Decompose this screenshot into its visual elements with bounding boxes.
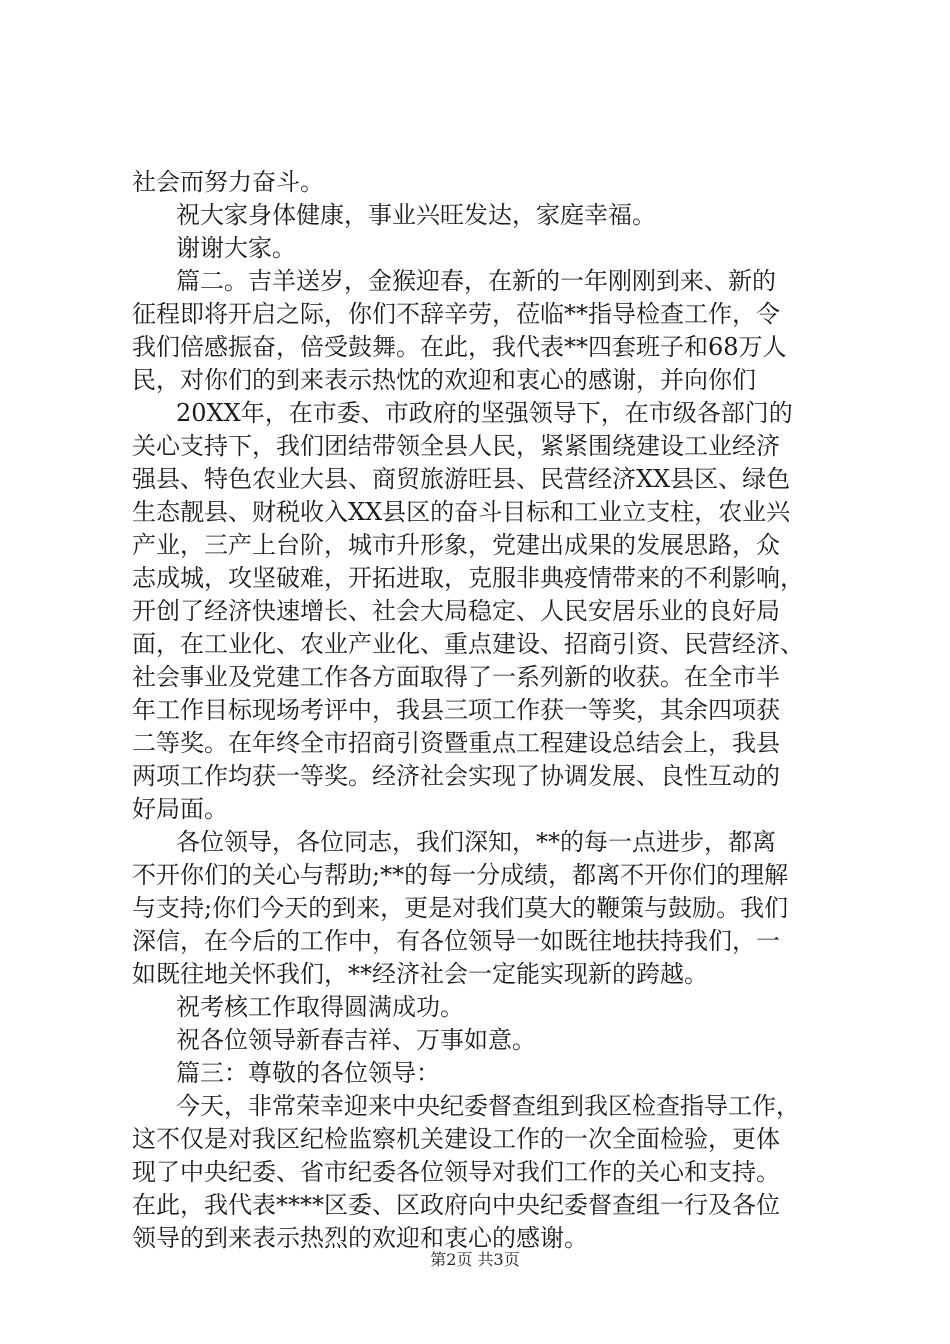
text-line: 产业，三产上台阶，城市升形象，党建出成果的发展思路，众 — [132, 531, 780, 559]
text-line: 现了中央纪委、省市纪委各位领导对我们工作的关心和支持。 — [132, 1158, 780, 1186]
text-line: 深信，在今后的工作中，有各位领导一如既往地扶持我们，一 — [132, 927, 780, 955]
text-line: 20XX年，在市委、市政府的坚强领导下，在市级各部门的 — [176, 399, 793, 427]
text-line: 二等奖。在年终全市招商引资暨重点工程建设总结会上，我县 — [132, 729, 780, 757]
text-line: 征程即将开启之际，你们不辞辛劳，莅临**指导检查工作，令 — [132, 300, 780, 328]
text-line: 社会而努力奋斗。 — [132, 168, 324, 196]
text-line: 祝大家身体健康，事业兴旺发达，家庭幸福。 — [176, 201, 656, 229]
text-line: 生态靓县、财税收入XX县区的奋斗目标和工业立支柱，农业兴 — [132, 498, 791, 526]
text-line: 各位领导，各位同志，我们深知，**的每一点进步，都离 — [176, 828, 776, 856]
text-line: 面，在工业化、农业产业化、重点建设、招商引资、民营经济、 — [132, 630, 804, 658]
text-line: 篇二。吉羊送岁，金猴迎春，在新的一年刚刚到来、新的 — [176, 267, 776, 295]
text-line: 不开你们的关心与帮助;**的每一分成绩，都离不开你们的理解 — [132, 861, 789, 889]
text-line: 关心支持下，我们团结带领全县人民，紧紧围绕建设工业经济 — [132, 432, 780, 460]
text-line: 与支持;你们今天的到来，更是对我们莫大的鞭策与鼓励。我们 — [132, 894, 789, 922]
text-line: 领导的到来表示热烈的欢迎和衷心的感谢。 — [132, 1224, 588, 1252]
text-line: 今天，非常荣幸迎来中央纪委督查组到我区检查指导工作， — [176, 1092, 800, 1120]
text-line: 谢谢大家。 — [176, 234, 296, 262]
text-line: 祝考核工作取得圆满成功。 — [176, 993, 464, 1021]
text-line: 好局面。 — [132, 795, 228, 823]
text-line: 如既往地关怀我们，**经济社会一定能实现新的跨越。 — [132, 960, 708, 988]
text-line: 开创了经济快速增长、社会大局稳定、人民安居乐业的良好局 — [132, 597, 780, 625]
text-line: 祝各位领导新春吉祥、万事如意。 — [176, 1026, 536, 1054]
text-line: 社会事业及党建工作各方面取得了一系列新的收获。在全市半 — [132, 663, 780, 691]
text-line: 民，对你们的到来表示热忱的欢迎和衷心的感谢，并向你们 — [132, 366, 756, 394]
text-line: 这不仅是对我区纪检监察机关建设工作的一次全面检验，更体 — [132, 1125, 780, 1153]
text-line: 强县、特色农业大县、商贸旅游旺县、民营经济XX县区、绿色 — [132, 465, 791, 493]
text-line: 我们倍感振奋，倍受鼓舞。在此，我代表**四套班子和68万人 — [132, 333, 787, 361]
page-footer: 第2页 共3页 — [430, 1250, 520, 1269]
text-line: 志成城，攻坚破难，开拓进取，克服非典疫情带来的不利影响， — [132, 564, 804, 592]
text-line: 两项工作均获一等奖。经济社会实现了协调发展、良性互动的 — [132, 762, 780, 790]
text-line: 篇三：尊敬的各位领导： — [176, 1059, 440, 1087]
text-line: 年工作目标现场考评中，我县三项工作获一等奖，其余四项获 — [132, 696, 780, 724]
document-body — [132, 166, 832, 1255]
text-line: 在此，我代表****区委、区政府向中央纪委督查组一行及各位 — [132, 1191, 780, 1219]
